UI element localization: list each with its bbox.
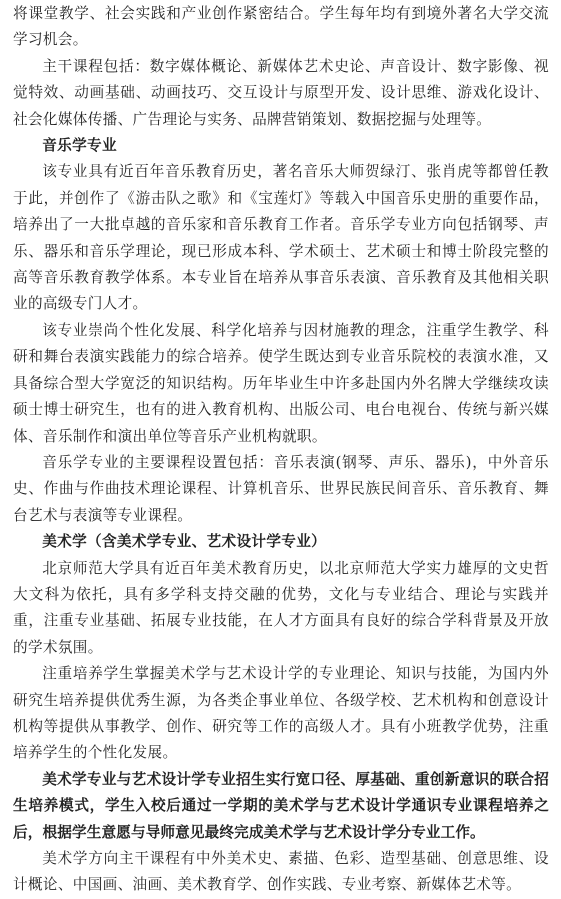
heading-music-major: 音乐学专业 — [42, 137, 117, 155]
paragraph-fine-arts-training: 注重培养学生掌握美术学与艺术设计学的专业理论、知识与技能，为国内外研究生培养提供优秀生源，为各类企事业单位、各级学校、艺术机构和创意设计机构等提供从事教学、创作、研究等工作的高级人才。具有小班教学优势，注重培养学生的个性化发展。 — [13, 665, 549, 762]
paragraph-fine-arts-history: 北京师范大学具有近百年美术教育历史，以北京师范大学实力雄厚的文史哲大文科为依托，具有多学科支持交融的优势，文化与专业结合、理论与实践并重，注重专业基础、拓展专业技能，在人才方面具有良好的综合学科背景及开放的学术氛围。 — [13, 559, 549, 656]
paragraph-joint-admission-bold: 美术学专业与艺术设计学专业招生实行宽口径、厚基础、重创新意识的联合招生培养模式，学生入校后通过一学期的美术学与艺术设计学通识专业课程培养之后，根据学生意愿与导师意见最终完成美术学与艺术设计学分专业工作。 — [13, 770, 549, 841]
paragraph-music-philosophy: 该专业崇尚个性化发展、科学化培养与因材施教的理念，注重学生教学、科研和舞台表演实践能力的综合培养。使学生既达到专业音乐院校的表演水准，又具备综合型大学宽泛的知识结构。历年毕业生中许多赴国内外名牌大学继续攻读硕士博士研究生，也有的进入教育机构、出版公司、电台电视台、传统与新兴媒体、音乐制作和演出单位等音乐产业机构就职。 — [13, 321, 549, 445]
paragraph-digital-media-courses: 主干课程包括：数字媒体概论、新媒体艺术史论、声音设计、数字影像、视觉特效、动画基础、动画技巧、交互设计与原型开发、设计思维、游戏化设计、社会化媒体传播、广告理论与实务、品牌营销策划、数据挖掘与处理等。 — [13, 57, 549, 128]
paragraph-music-courses: 音乐学专业的主要课程设置包括：音乐表演(钢琴、声乐、器乐)，中外音乐史、作曲与作曲技术理论课程、计算机音乐、世界民族民间音乐、音乐教育、舞台艺术与表演等专业课程。 — [13, 453, 549, 524]
document-page — [13, 1, 549, 899]
paragraph-music-history: 该专业具有近百年音乐教育历史，著名音乐大师贺绿汀、张肖虎等都曾任教于此，并创作了《游击队之歌》和《宝莲灯》等载入中国音乐史册的重要作品，培养出了一大批卓越的音乐家和音乐教育工作者。音乐学专业方向包括钢琴、声乐、器乐和音乐学理论，现已形成本科、学术硕士、艺术硕士和博士阶段完整的高等音乐教育教学体系。本专业旨在培养从事音乐表演、音乐教育及其他相关职业的高级专门人才。 — [13, 163, 549, 313]
heading-fine-arts: 美术学（含美术学专业、艺术设计学专业） — [42, 533, 327, 551]
paragraph-digital-media-intro: 将课堂教学、社会实践和产业创作紧密结合。学生每年均有到境外著名大学交流学习机会。 — [13, 5, 549, 49]
paragraph-fine-arts-courses: 美术学方向主干课程有中外美术史、素描、色彩、造型基础、创意思维、设计概论、中国画、油画、美术教育学、创作实践、专业考察、新媒体艺术等。 — [13, 850, 549, 894]
